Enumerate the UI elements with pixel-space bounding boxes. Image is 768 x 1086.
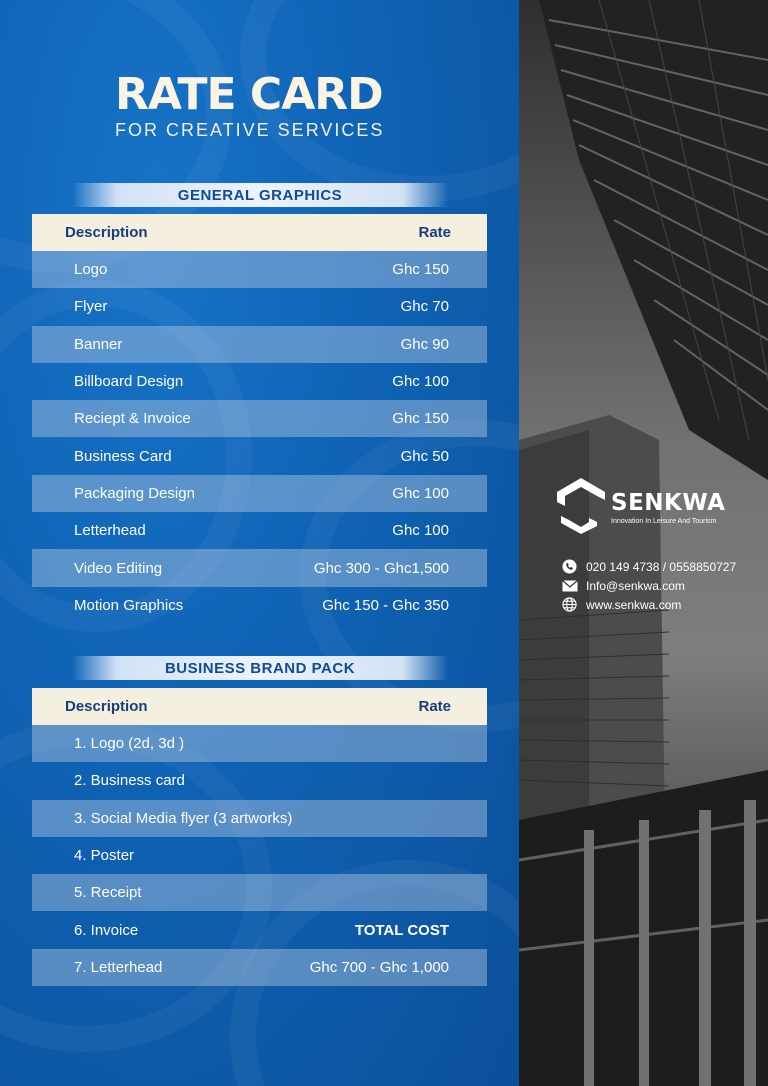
row-rate: Ghc 70 xyxy=(400,298,449,316)
row-description: 3. Social Media flyer (3 artworks) xyxy=(74,809,293,827)
table-row xyxy=(32,725,487,762)
row-rate: TOTAL COST xyxy=(354,921,449,939)
contact-website xyxy=(553,596,681,613)
row-rate: Ghc 150 xyxy=(392,410,449,428)
table-row xyxy=(32,837,487,874)
table-row xyxy=(32,911,487,948)
row-rate: Ghc 700 - Ghc 1,000 xyxy=(309,958,449,976)
general-graphics-table xyxy=(32,214,487,624)
page-subtitle: FOR CREATIVE SERVICES xyxy=(115,120,385,140)
table-row xyxy=(32,800,487,837)
row-description: 4. Poster xyxy=(74,847,135,865)
brand-pack-table xyxy=(32,688,487,986)
row-description: 5. Receipt xyxy=(74,884,142,902)
table-row xyxy=(32,949,487,986)
globe-icon xyxy=(561,596,578,613)
row-rate: Ghc 100 xyxy=(392,373,449,391)
table-row xyxy=(32,326,487,363)
contact-phone xyxy=(553,558,736,575)
brand-pack-heading: BUSINESS BRAND PACK xyxy=(164,659,356,677)
phone-number: 020 149 4738 / 0558850727 xyxy=(586,559,737,574)
general-rows xyxy=(32,251,487,624)
table-row xyxy=(32,874,487,911)
website-url[interactable]: www.senkwa.com xyxy=(586,597,682,612)
brand-name: SENKWA xyxy=(611,490,726,516)
table-header xyxy=(32,688,487,725)
row-description: Packaging Design xyxy=(74,484,195,502)
table-row xyxy=(32,400,487,437)
brand-tagline: Innovation In Leisure And Tourism xyxy=(611,518,717,525)
contact-email xyxy=(553,577,685,594)
table-row xyxy=(32,762,487,799)
row-description: Logo xyxy=(74,261,108,279)
row-description: Reciept & Invoice xyxy=(74,410,191,428)
table-row xyxy=(32,251,487,288)
table-row xyxy=(32,363,487,400)
row-rate: Ghc 100 xyxy=(392,522,449,540)
row-description: 6. Invoice xyxy=(74,921,139,939)
column-header-description: Description xyxy=(65,698,148,715)
row-rate: Ghc 300 - Ghc1,500 xyxy=(313,559,449,577)
column-header-rate: Rate xyxy=(418,224,451,241)
table-row xyxy=(32,475,487,512)
row-description: Banner xyxy=(74,335,123,353)
brand-pack-rows xyxy=(32,725,487,986)
row-description: Video Editing xyxy=(74,559,163,577)
row-description: 7. Letterhead xyxy=(74,958,163,976)
row-rate: Ghc 150 - Ghc 350 xyxy=(322,596,449,614)
row-rate: Ghc 150 xyxy=(392,261,449,279)
row-description: 1. Logo (2d, 3d ) xyxy=(74,735,185,753)
senkwa-logo xyxy=(553,476,753,546)
row-description: 2. Business card xyxy=(74,772,185,790)
table-header xyxy=(32,214,487,251)
page-title: RATE CARD xyxy=(115,69,383,120)
table-row xyxy=(32,437,487,474)
table-row xyxy=(32,288,487,325)
brand-pack-banner xyxy=(72,656,448,680)
envelope-icon xyxy=(561,577,578,594)
table-row xyxy=(32,512,487,549)
general-graphics-heading: GENERAL GRAPHICS xyxy=(177,186,343,204)
row-rate: Ghc 90 xyxy=(400,335,449,353)
table-row xyxy=(32,549,487,586)
row-rate: Ghc 50 xyxy=(400,447,449,465)
general-graphics-banner xyxy=(72,183,448,207)
email-address[interactable]: Info@senkwa.com xyxy=(586,578,685,593)
senkwa-s-logo-icon xyxy=(553,476,609,542)
row-description: Motion Graphics xyxy=(74,596,184,614)
row-rate: Ghc 100 xyxy=(392,484,449,502)
row-description: Flyer xyxy=(74,298,108,316)
title-block xyxy=(115,70,415,141)
row-description: Billboard Design xyxy=(74,373,184,391)
phone-icon xyxy=(561,558,578,575)
row-description: Business Card xyxy=(74,447,172,465)
table-row xyxy=(32,587,487,624)
row-description: Letterhead xyxy=(74,522,146,540)
column-header-description: Description xyxy=(65,224,148,241)
column-header-rate: Rate xyxy=(418,698,451,715)
